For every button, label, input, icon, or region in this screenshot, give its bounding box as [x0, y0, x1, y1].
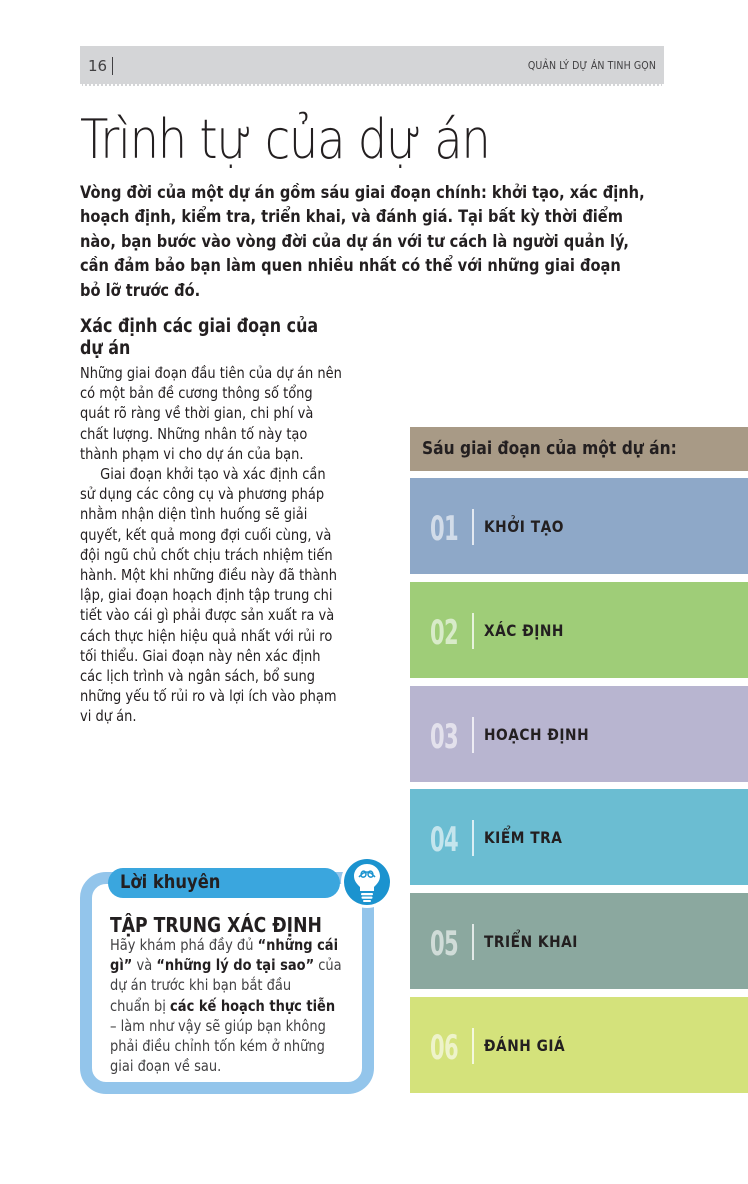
tip-text: và	[132, 956, 157, 975]
section-heading-line: dự án	[80, 338, 131, 359]
stage-number: 04	[430, 820, 459, 860]
intro-line: hoạch định, kiểm tra, triển khai, và đánh giá. Tại bất kỳ thời điểm	[80, 207, 623, 228]
stage-label: TRIỂN KHAI	[484, 932, 578, 951]
stage-hoach-dinh	[410, 686, 748, 782]
tip-badge-label: Lời khuyên	[120, 871, 221, 893]
tip-text: phải điều chỉnh tốn kém ở những	[110, 1037, 325, 1056]
stage-divider	[472, 717, 474, 753]
stage-khoi-tao	[410, 478, 748, 574]
tip-line	[110, 996, 362, 1016]
tip-line	[110, 935, 362, 955]
stage-number: 01	[430, 509, 459, 549]
page-title: Trình tự của dự án	[80, 108, 490, 171]
tip-line	[110, 955, 362, 975]
body-line: cách thực hiện hiệu quả nhất với rủi ro	[80, 626, 333, 645]
stage-number: 03	[430, 717, 459, 757]
page-header	[80, 46, 664, 86]
stage-label: XÁC ĐỊNH	[484, 621, 564, 640]
stage-label: ĐÁNH GIÁ	[484, 1036, 566, 1055]
stage-divider	[472, 1028, 474, 1064]
body-line: quyết, kết quả mong đợi cuối cùng, và	[80, 525, 332, 544]
tip-body	[110, 935, 362, 1076]
tip-line	[110, 975, 362, 995]
tip-text: giai đoạn về sau.	[110, 1057, 222, 1076]
tip-line	[110, 1036, 362, 1056]
stage-label: KIỂM TRA	[484, 828, 563, 847]
stage-danh-gia	[410, 997, 748, 1093]
tip-line	[110, 1016, 362, 1036]
stage-label: KHỞI TẠO	[484, 517, 564, 536]
stages-panel-header	[410, 427, 748, 471]
tip-emphasis: gì”	[110, 956, 133, 975]
stage-number: 06	[430, 1028, 459, 1068]
tip-text: – làm như vậy sẽ giúp bạn không	[110, 1016, 326, 1035]
stage-xac-dinh	[410, 582, 748, 678]
section-body	[80, 363, 382, 727]
body-line: có một bản đề cương thông số tổng	[80, 384, 313, 403]
tip-text: dự án trước khi bạn bắt đầu	[110, 976, 292, 995]
stage-number: 02	[430, 613, 459, 653]
stage-divider	[472, 820, 474, 856]
stage-divider	[472, 924, 474, 960]
body-line: những yếu tố rủi ro và lợi ích vào phạm	[80, 687, 337, 706]
body-line: vi dự án.	[80, 707, 137, 726]
tip-text: Hãy khám phá đầy đủ	[110, 936, 258, 954]
tip-text: chuẩn bị	[110, 996, 171, 1015]
running-title: QUẢN LÝ DỰ ÁN TINH GỌN	[527, 60, 656, 72]
tip-line	[110, 1056, 362, 1076]
body-line: quát rõ ràng về thời gian, chi phí và	[80, 404, 314, 423]
header-divider	[112, 57, 113, 75]
body-line: đội ngũ chủ chốt chịu trách nhiệm tiến	[80, 545, 333, 564]
stage-trien-khai	[410, 893, 748, 989]
intro-line: bỏ lỡ trước đó.	[80, 280, 201, 301]
body-line: tối thiểu. Giai đoạn này nên xác định	[80, 646, 321, 665]
body-line: tiết vào cái gì phải được sản xuất ra và	[80, 606, 335, 625]
body-line: chất lượng. Những nhân tố này tạo	[80, 424, 308, 443]
intro-line: nào, bạn bước vào vòng đời của dự án với tư cách là người quản lý,	[80, 231, 629, 252]
intro-line: cần đảm bảo bạn làm quen nhiều nhất có thể với những giai đoạn	[80, 256, 621, 277]
tip-emphasis: “những cái	[257, 936, 339, 954]
body-line: hành. Một khi những điều này đã thành	[80, 566, 338, 585]
tip-emphasis: “những lý do tại sao”	[156, 956, 315, 975]
stage-divider	[472, 613, 474, 649]
tip-heading: TẬP TRUNG XÁC ĐỊNH	[110, 913, 322, 937]
stage-label: HOẠCH ĐỊNH	[484, 725, 590, 744]
stages-panel-title: Sáu giai đoạn của một dự án:	[422, 438, 677, 459]
tip-text: của	[314, 956, 342, 975]
body-line: thành phạm vi cho dự án của bạn.	[80, 444, 304, 463]
page-number: 16	[88, 57, 108, 75]
stage-kiem-tra	[410, 789, 748, 885]
body-line: Giai đoạn khởi tạo và xác định cần	[100, 465, 326, 484]
intro-paragraph	[80, 181, 665, 303]
body-line: các lịch trình và ngân sách, bổ sung	[80, 667, 316, 686]
section-heading-line: Xác định các giai đoạn của	[80, 316, 319, 337]
body-line: nhằm nhận diện tình huống sẽ giải	[80, 505, 308, 524]
stage-number: 05	[430, 924, 459, 964]
intro-line: Vòng đời của một dự án gồm sáu giai đoạn chính: khởi tạo, xác định,	[80, 183, 645, 203]
stage-divider	[472, 509, 474, 545]
tip-emphasis: các kế hoạch thực tiễn	[170, 996, 336, 1015]
section-heading	[80, 316, 372, 360]
tip-badge	[108, 868, 340, 898]
body-line: sử dụng các công cụ và phương pháp	[80, 485, 325, 504]
lightbulb-icon	[340, 855, 394, 909]
body-line: lập, giai đoạn hoạch định tập trung chi	[80, 586, 333, 605]
body-line: Những giai đoạn đầu tiên của dự án nên	[80, 364, 342, 382]
